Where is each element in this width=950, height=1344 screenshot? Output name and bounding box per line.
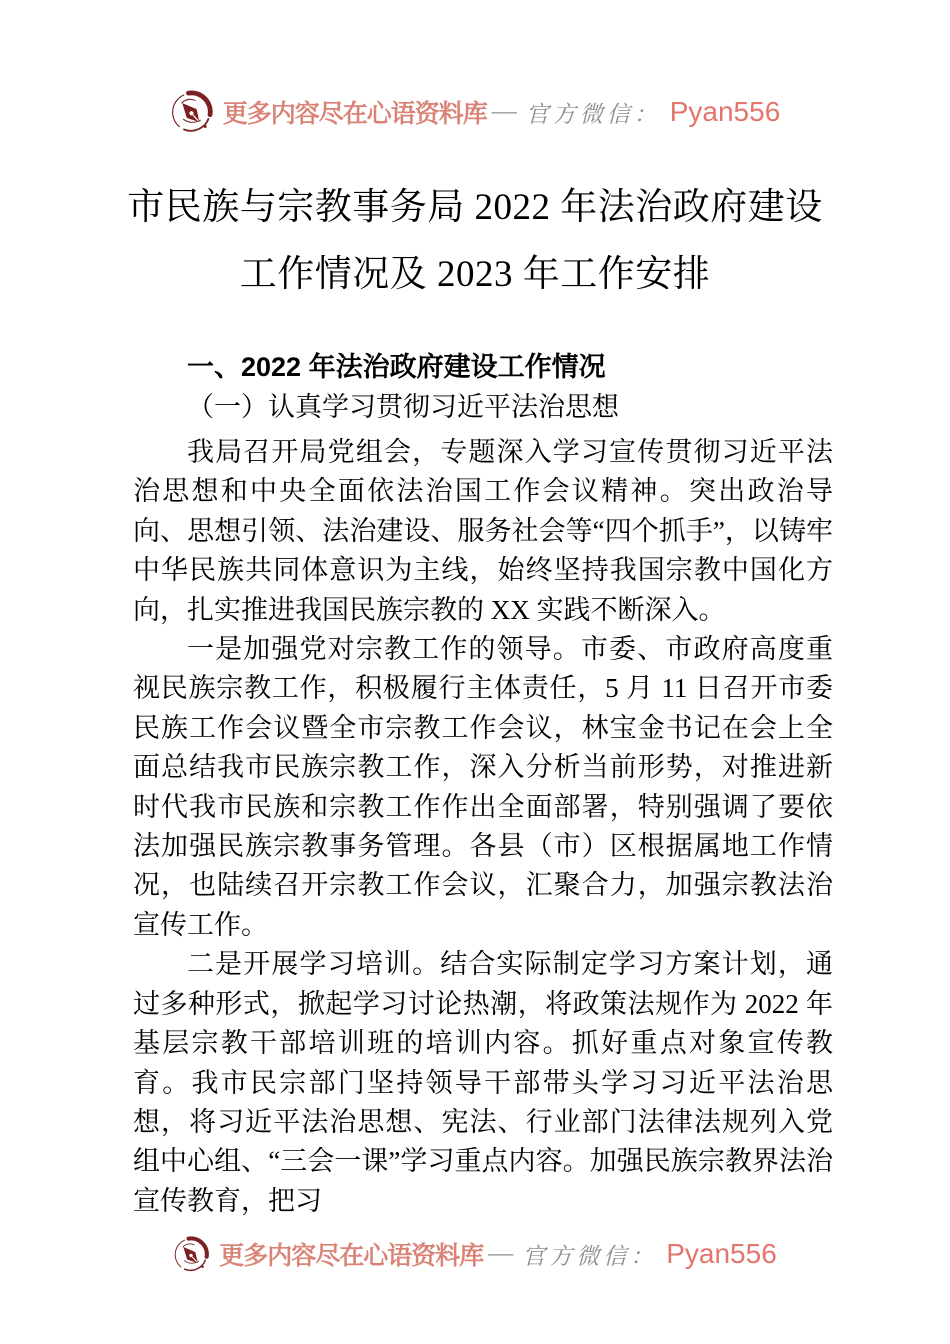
subsection-heading: （一）认真学习贯彻习近平法治思想 [187,392,619,422]
document-title [0,174,950,308]
pen-nib-emblem-icon [170,90,214,134]
header-watermark [0,86,950,138]
wechat-id: Pyan556 [669,96,781,127]
paragraph-3: 二是开展学习培训。结合实际制定学习方案计划，通过多种形式，掀起学习讨论热潮，将政策法规作为 2022 年基层宗教干部培训班的培训内容。抓好重点对象宣传教育。我市民宗部门坚持领导干部带头学习习近平法治思想，将习近平法治思想、宪法、行业部门法律法规列入党组中心组、“三会一课”学习重点内容。加强民族宗教界法治宣传教育，把习 [133,949,833,1216]
title-line-1: 市民族与宗教事务局 2022 年法治政府建设 [127,187,823,228]
watermark-separator: — [488,1240,514,1267]
wechat-id: Pyan556 [666,1238,777,1269]
wechat-label: 官方微信： [525,101,661,127]
document-body [133,347,833,1221]
paragraph-2: 一是加强党对宗教工作的领导。市委、市政府高度重视民族宗教工作，积极履行主体责任，5 月 11 日召开市委民族工作会议暨全市宗教工作会议，林宝金书记在会上全面总结我市民族宗教工作，深入分析当前形势，对推进新时代我市民族和宗教工作作出全面部署，特别强调了要依法加强民族宗教事务管理。各县（市）区根据属地工作情况，也陆续召开宗教工作会议，汇聚合力，加强宗教法治宣传工作。 [133,634,833,940]
title-line-2: 工作情况及 2023 年工作安排 [239,254,711,295]
section-heading: 一、2022 年法治政府建设工作情况 [187,352,606,382]
pen-nib-emblem-icon [173,1236,210,1273]
watermark-separator: — [491,98,517,125]
watermark-brand-text: 更多内容尽在心语资料库 [222,101,487,128]
paragraph-1: 我局召开局党组会，专题深入学习宣传贯彻习近平法治思想和中央全面依法治国工作会议精神。突出政治导向、思想引领、法治建设、服务社会等“四个抓手”，以铸牢中华民族共同体意识为主线，始终坚持我国宗教中国化方向，扎实推进我国民族宗教的 XX 实践不断深入。 [133,437,833,625]
footer-watermark [0,1226,950,1282]
watermark-brand-text: 更多内容尽在心语资料库 [219,1243,484,1270]
wechat-label: 官方微信： [522,1243,658,1269]
